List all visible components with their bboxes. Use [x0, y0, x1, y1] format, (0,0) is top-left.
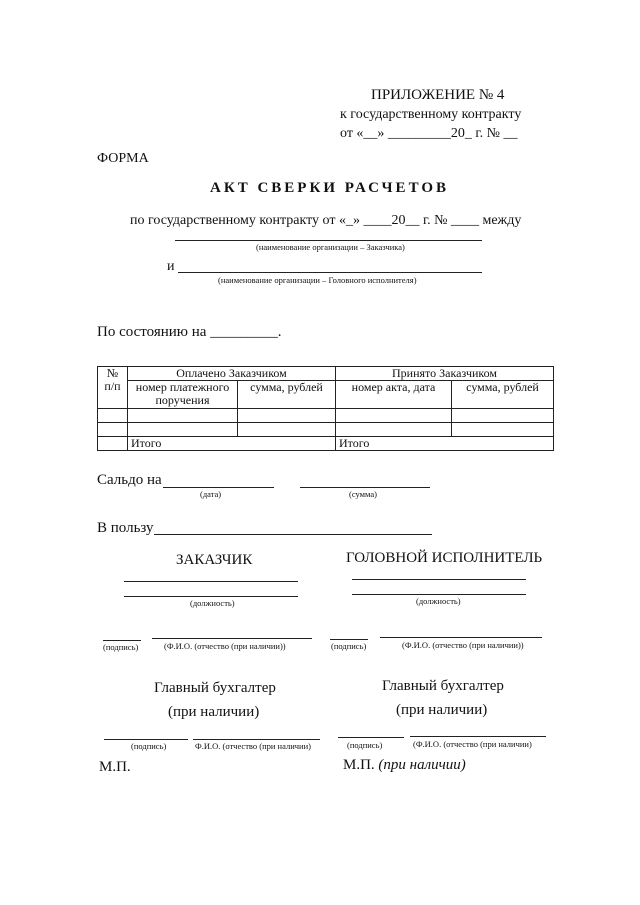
contractor-line-2 — [352, 594, 526, 595]
sum1-header: сумма, рублей — [238, 381, 336, 409]
total-accepted: Итого — [336, 437, 554, 451]
customer-signature-caption: (подпись) — [103, 642, 139, 652]
appendix-number: ПРИЛОЖЕНИЕ № 4 — [371, 87, 505, 103]
payment-order-header: номер платежного поручения — [128, 381, 238, 409]
customer-position-caption: (должность) — [190, 598, 235, 608]
table-row — [98, 423, 554, 437]
customer-fio-line — [152, 638, 312, 639]
stamp-left: М.П. — [99, 759, 131, 775]
act-header: номер акта, дата — [336, 381, 452, 409]
document-title: АКТ СВЕРКИ РАСЧЕТОВ — [210, 180, 450, 196]
contractor-name-line — [178, 272, 482, 273]
in-favor-line — [154, 534, 432, 535]
total-paid: Итого — [128, 437, 336, 451]
contract-line: по государственному контракту от «_» ____20__ г. № ____ между — [130, 213, 522, 228]
accountant-right-fio-line — [410, 736, 546, 737]
accountant-left-signature-caption: (подпись) — [131, 741, 167, 751]
accountant-left-signature-line — [104, 739, 188, 740]
chief-accountant-left: Главный бухгалтер — [154, 680, 276, 696]
if-any-left: (при наличии) — [168, 704, 260, 720]
customer-line-2 — [124, 596, 298, 597]
sum2-header: сумма, рублей — [452, 381, 554, 409]
contractor-signature-line — [330, 639, 368, 640]
balance-date-line — [163, 487, 274, 488]
form-label: ФОРМА — [97, 151, 149, 166]
table-row — [98, 409, 554, 423]
in-favor-label: В пользу — [97, 520, 154, 536]
customer-name-caption: (наименование организации – Заказчика) — [256, 242, 405, 252]
paid-group-header: Оплачено Заказчиком — [128, 367, 336, 381]
if-any-right: (при наличии) — [396, 702, 488, 718]
contractor-line-1 — [352, 579, 526, 580]
contractor-position-caption: (должность) — [416, 596, 461, 606]
balance-date-caption: (дата) — [200, 489, 222, 499]
balance-label: Сальдо на — [97, 472, 162, 488]
customer-line-1 — [124, 581, 298, 582]
customer-name-line — [175, 240, 482, 241]
stamp-right-suffix: (при наличии) — [378, 757, 466, 773]
accountant-right-fio-caption: (Ф.И.О. (отчество (при наличии) — [413, 739, 532, 749]
accountant-left-fio-line — [193, 739, 320, 740]
appendix-date-line: от «__» _________20_ г. № __ — [340, 126, 518, 141]
contractor-fio-line — [380, 637, 542, 638]
customer-signature-line — [103, 640, 141, 641]
accountant-right-signature-caption: (подпись) — [347, 740, 383, 750]
and-label: и — [167, 259, 175, 274]
stamp-right-prefix: М.П. — [343, 757, 375, 773]
contractor-fio-caption: (Ф.И.О. (отчество (при наличии)) — [402, 640, 524, 650]
accountant-left-fio-caption: Ф.И.О. (отчество (при наличии) — [195, 741, 311, 751]
num-header: № п/п — [98, 367, 128, 409]
total-row — [98, 437, 554, 451]
state-as-of: По состоянию на _________. — [97, 324, 282, 340]
appendix-to-contract: к государственному контракту — [340, 107, 522, 122]
stamp-right — [343, 757, 466, 774]
contractor-name-caption: (наименование организации – Головного исполнителя) — [218, 275, 417, 285]
balance-sum-line — [300, 487, 430, 488]
contractor-heading: ГОЛОВНОЙ ИСПОЛНИТЕЛЬ — [346, 550, 543, 566]
settlement-table — [97, 366, 554, 451]
accepted-group-header: Принято Заказчиком — [336, 367, 554, 381]
contractor-signature-caption: (подпись) — [331, 641, 367, 651]
customer-fio-caption: (Ф.И.О. (отчество (при наличии)) — [164, 641, 286, 651]
chief-accountant-right: Главный бухгалтер — [382, 678, 504, 694]
customer-heading: ЗАКАЗЧИК — [176, 552, 253, 568]
balance-sum-caption: (сумма) — [349, 489, 377, 499]
accountant-right-signature-line — [338, 737, 404, 738]
